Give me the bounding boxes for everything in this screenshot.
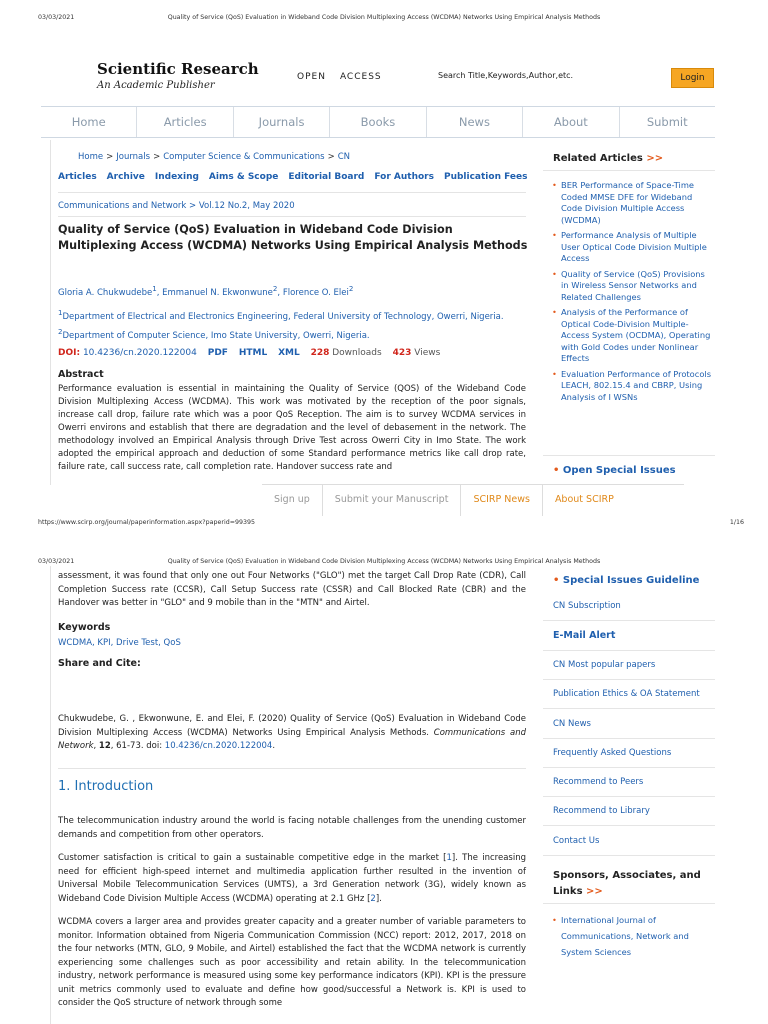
- divider: [543, 738, 715, 739]
- subnav-aims[interactable]: Aims & Scope: [208, 172, 279, 182]
- sponsors-list: [552, 912, 712, 964]
- signup-link[interactable]: Sign up: [262, 485, 323, 516]
- sidebar-link[interactable]: Recommend to Library: [553, 806, 650, 816]
- print-date: 03/03/2021: [38, 14, 75, 21]
- divider: [543, 825, 715, 826]
- sidebar-link[interactable]: Frequently Asked Questions: [553, 748, 672, 758]
- related-article[interactable]: • Quality of Service (QoS) Provisions in Wireless Sensor Networks and Related Challenges: [552, 269, 712, 304]
- access-word: ACCESS: [339, 72, 382, 82]
- breadcrumb-category[interactable]: Computer Science & Communications: [163, 152, 325, 162]
- intro-paragraph-1: The telecommunication industry around the world is facing notable challenges from the unending customer demands and competition from other operators.: [58, 816, 526, 840]
- print-footer: [0, 519, 768, 531]
- related-articles-heading: Related Articles >>: [553, 153, 664, 164]
- divider: [543, 620, 715, 621]
- print-title: Quality of Service (QoS) Evaluation in Wideband Code Division Multiplexing Access (WCDMA) Networks Using Empirical Analysis Methods: [167, 14, 601, 21]
- nav-articles[interactable]: Articles: [137, 107, 233, 137]
- doi-line: [58, 348, 440, 358]
- print-title: Quality of Service (QoS) Evaluation in Wideband Code Division Multiplexing Access (WCDMA) Networks Using Empirical Analysis Methods: [167, 558, 601, 565]
- author-2[interactable]: Emmanuel N. Ekwonwune$^2$: [162, 284, 278, 298]
- subnav-archive[interactable]: Archive: [106, 172, 145, 182]
- doi-link[interactable]: 10.4236/cn.2020.122004: [82, 348, 197, 358]
- print-page-number: 1/16: [729, 519, 744, 526]
- login-button[interactable]: Login: [671, 68, 714, 88]
- abstract-continued: assessment, it was found that only one out Four Networks ("GLO") met the target Call Drop Rate (CDR), Call Completion Success rate (CCSR), Call Setup Success rate (CSSR) and Call Blocked Rate (CBR) and the Handover was better in "GLO" and 9 mobile than in the "MTN" and Airtel.: [58, 571, 526, 608]
- sponsors-heading: Sponsors, Associates, and Links >>: [553, 870, 701, 897]
- citation-doi-link[interactable]: 10.4236/cn.2020.122004: [164, 741, 273, 751]
- submit-manuscript-link[interactable]: Submit your Manuscript: [323, 485, 462, 516]
- open-special-issues-link[interactable]: • Open Special Issues: [553, 465, 676, 476]
- bottom-action-bar: [262, 484, 684, 516]
- divider: [543, 903, 715, 904]
- sidebar-link[interactable]: CN News: [553, 719, 591, 729]
- nav-news[interactable]: News: [427, 107, 523, 137]
- open-access-label: [297, 72, 396, 82]
- nav-books[interactable]: Books: [330, 107, 426, 137]
- subnav-authors[interactable]: For Authors: [374, 172, 434, 182]
- journal-name[interactable]: Communications and Network: [58, 201, 187, 211]
- sidebar-link[interactable]: Publication Ethics & OA Statement: [553, 689, 700, 699]
- abstract-heading: Abstract: [58, 369, 104, 380]
- divider: [543, 796, 715, 797]
- author-3[interactable]: Florence O. Elei$^2$: [282, 284, 354, 298]
- related-article[interactable]: • Evaluation Performance of Protocols LEACH, 802.15.4 and CBRP, Using Analysis of I WSNs: [552, 369, 712, 404]
- intro-paragraph-2: Customer satisfaction is critical to gain a sustainable competitive edge in the market [1]. The increasing need for efficient high-speed internet and multimedia application further resulted in the invention of Universal Mobile Telecommunication Services (UMTS), a 3rd Generation network (3G), widely known as Wideband Code Division Multiple Access (WCDMA) operating at 2.1 GHz [2].: [58, 853, 526, 904]
- journal-subnav: [58, 172, 537, 182]
- main-nav: [41, 106, 715, 138]
- ref-link[interactable]: 2: [370, 893, 376, 904]
- divider: [543, 767, 715, 768]
- brand-tagline: An Academic Publisher: [97, 80, 215, 91]
- divider: [58, 192, 526, 193]
- journal-vol[interactable]: Vol.12 No.2, May 2020: [198, 201, 295, 211]
- xml-link[interactable]: XML: [278, 348, 300, 358]
- doi-label: DOI:: [58, 348, 81, 358]
- subnav-articles[interactable]: Articles: [58, 172, 97, 182]
- divider: [58, 768, 526, 769]
- share-cite-heading: Share and Cite:: [58, 658, 141, 669]
- html-link[interactable]: HTML: [238, 348, 268, 358]
- open-word: OPEN: [297, 72, 326, 82]
- pdf-link[interactable]: PDF: [207, 348, 228, 358]
- keywords-links[interactable]: WCDMA, KPI, Drive Test, QoS: [58, 638, 181, 648]
- article-title: Quality of Service (QoS) Evaluation in Wideband Code Division Multiplexing Access (WCDMA) Networks Using Empirical Analysis Methods: [58, 223, 528, 252]
- breadcrumb-home[interactable]: Home: [78, 152, 104, 162]
- divider: [543, 650, 715, 651]
- download-count: 228: [310, 348, 330, 358]
- citation-text: Chukwudebe, G. , Ekwonwune, E. and Elei, F. (2020) Quality of Service (QoS) Evaluation in Wideband Code Division Multiplexing Access (WCDMA) Networks Using Empirical Analysis Methods. Communications and Network, 12, 61-73. doi: 10.4236/cn.2020.122004.: [58, 714, 526, 751]
- affiliation-2[interactable]: $^2$Department of Computer Science, Imo State University, Owerri, Nigeria.: [58, 327, 370, 341]
- intro-paragraph-3: WCDMA covers a larger area and provides greater capacity and a greater number of variable parameters to monitor. Information obtained from Nigeria Communication Commission (NCC) report: 2012, 2017, 2018 on the four networks (MTN, GLO, 9 Mobile, and Airtel) established the fact that the WCDMA network is currently experiencing some challenges such as poor accessibility and retain ability. In the telecommunication industry, network performance is measured using some key performance indicators (KPI). KPI is the pressure unit metrics commonly used to evaluate and define how good/successful a Network is. KPI is used to consider the QoS structure of network through some: [58, 917, 526, 1008]
- sidebar-link[interactable]: Contact Us: [553, 836, 600, 846]
- divider: [543, 855, 715, 856]
- nav-home[interactable]: Home: [41, 107, 137, 137]
- subnav-fees[interactable]: Publication Fees: [443, 172, 528, 182]
- breadcrumb: Home > Journals > Computer Science & Communications > CN: [78, 152, 350, 162]
- nav-journals[interactable]: Journals: [234, 107, 330, 137]
- cn-subscription-link[interactable]: CN Subscription: [553, 601, 621, 611]
- print-url: https://www.scirp.org/journal/paperinformation.aspx?paperid=99395: [38, 519, 255, 526]
- author-list: Gloria A. Chukwudebe$^1$, Emmanuel N. Ekwonwune$^2$, Florence O. Elei$^2$: [58, 284, 354, 298]
- sponsor-link[interactable]: • International Journal of Communications, Network and System Sciences: [552, 912, 712, 960]
- views-label: Views: [414, 348, 441, 358]
- downloads-label: Downloads: [332, 348, 382, 358]
- ref-link[interactable]: 1: [446, 853, 452, 863]
- divider: [543, 679, 715, 680]
- abstract-text: Performance evaluation is essential in maintaining the Quality of Service (QOS) of the Wideband Code Division Multiplexing Access (WCDMA). This work was motivated by the reception of the poor signals, increase call drop, failure rate which was a poor QoS Reception. The aim is to survey WCDMA services in Owerri environs and establish that there are degradation and the level of debasement in the network. The methodology involved an Empirical Analysis through Drive Test across Owerri City in Imo State. The work adopted the empirical approach and deduction of some Standard performance metrics like call drop rate, failure rate, call success rate, call completion rate. Handover success rate and: [58, 384, 526, 472]
- related-article[interactable]: • BER Performance of Space-Time Coded MMSE DFE for Wideband Code Division Multiple Access (WCDMA): [552, 180, 712, 226]
- scirp-news-link[interactable]: SCIRP News: [461, 485, 543, 516]
- divider: [543, 708, 715, 709]
- divider: [543, 455, 715, 456]
- author-1[interactable]: Gloria A. Chukwudebe$^1$: [58, 284, 157, 298]
- brand-name: Scientific Research: [97, 60, 259, 78]
- sidebar-link[interactable]: CN Most popular papers: [553, 660, 656, 670]
- search-input[interactable]: Search Title,Keywords,Author,etc.: [438, 71, 574, 80]
- print-date: 03/03/2021: [38, 558, 75, 565]
- affiliation-1[interactable]: $^1$Department of Electrical and Electronics Engineering, Federal University of Technology, Owerri, Nigeria.: [58, 308, 504, 322]
- journal-info: Communications and Network > Vol.12 No.2, May 2020: [58, 201, 295, 211]
- nav-submit[interactable]: Submit: [646, 115, 688, 129]
- related-articles-list: [552, 180, 712, 407]
- related-article[interactable]: • Performance Analysis of Multiple User Optical Code Division Multiple Access: [552, 230, 712, 265]
- special-issues-guideline-link[interactable]: • Special Issues Guideline: [553, 575, 700, 586]
- divider: [58, 216, 526, 217]
- divider: [543, 170, 715, 171]
- sidebar-link[interactable]: Recommend to Peers: [553, 777, 644, 787]
- breadcrumb-journal[interactable]: CN: [337, 152, 350, 162]
- brand-logo[interactable]: [97, 60, 259, 91]
- related-article[interactable]: • Analysis of the Performance of Optical Code-Division Multiple-Access System (OCDMA), Operating with Gold Codes under Nonlinear Effects: [552, 307, 712, 365]
- view-count: 423: [392, 348, 412, 358]
- breadcrumb-journals[interactable]: Journals: [116, 152, 151, 162]
- keywords-heading: Keywords: [58, 622, 111, 633]
- email-alert-link[interactable]: E-Mail Alert: [553, 630, 616, 641]
- subnav-indexing[interactable]: Indexing: [154, 172, 199, 182]
- section-heading-introduction: 1. Introduction: [58, 779, 154, 794]
- about-scirp-link[interactable]: About SCIRP: [554, 494, 614, 505]
- nav-about[interactable]: About: [523, 107, 619, 137]
- subnav-editorial[interactable]: Editorial Board: [288, 172, 365, 182]
